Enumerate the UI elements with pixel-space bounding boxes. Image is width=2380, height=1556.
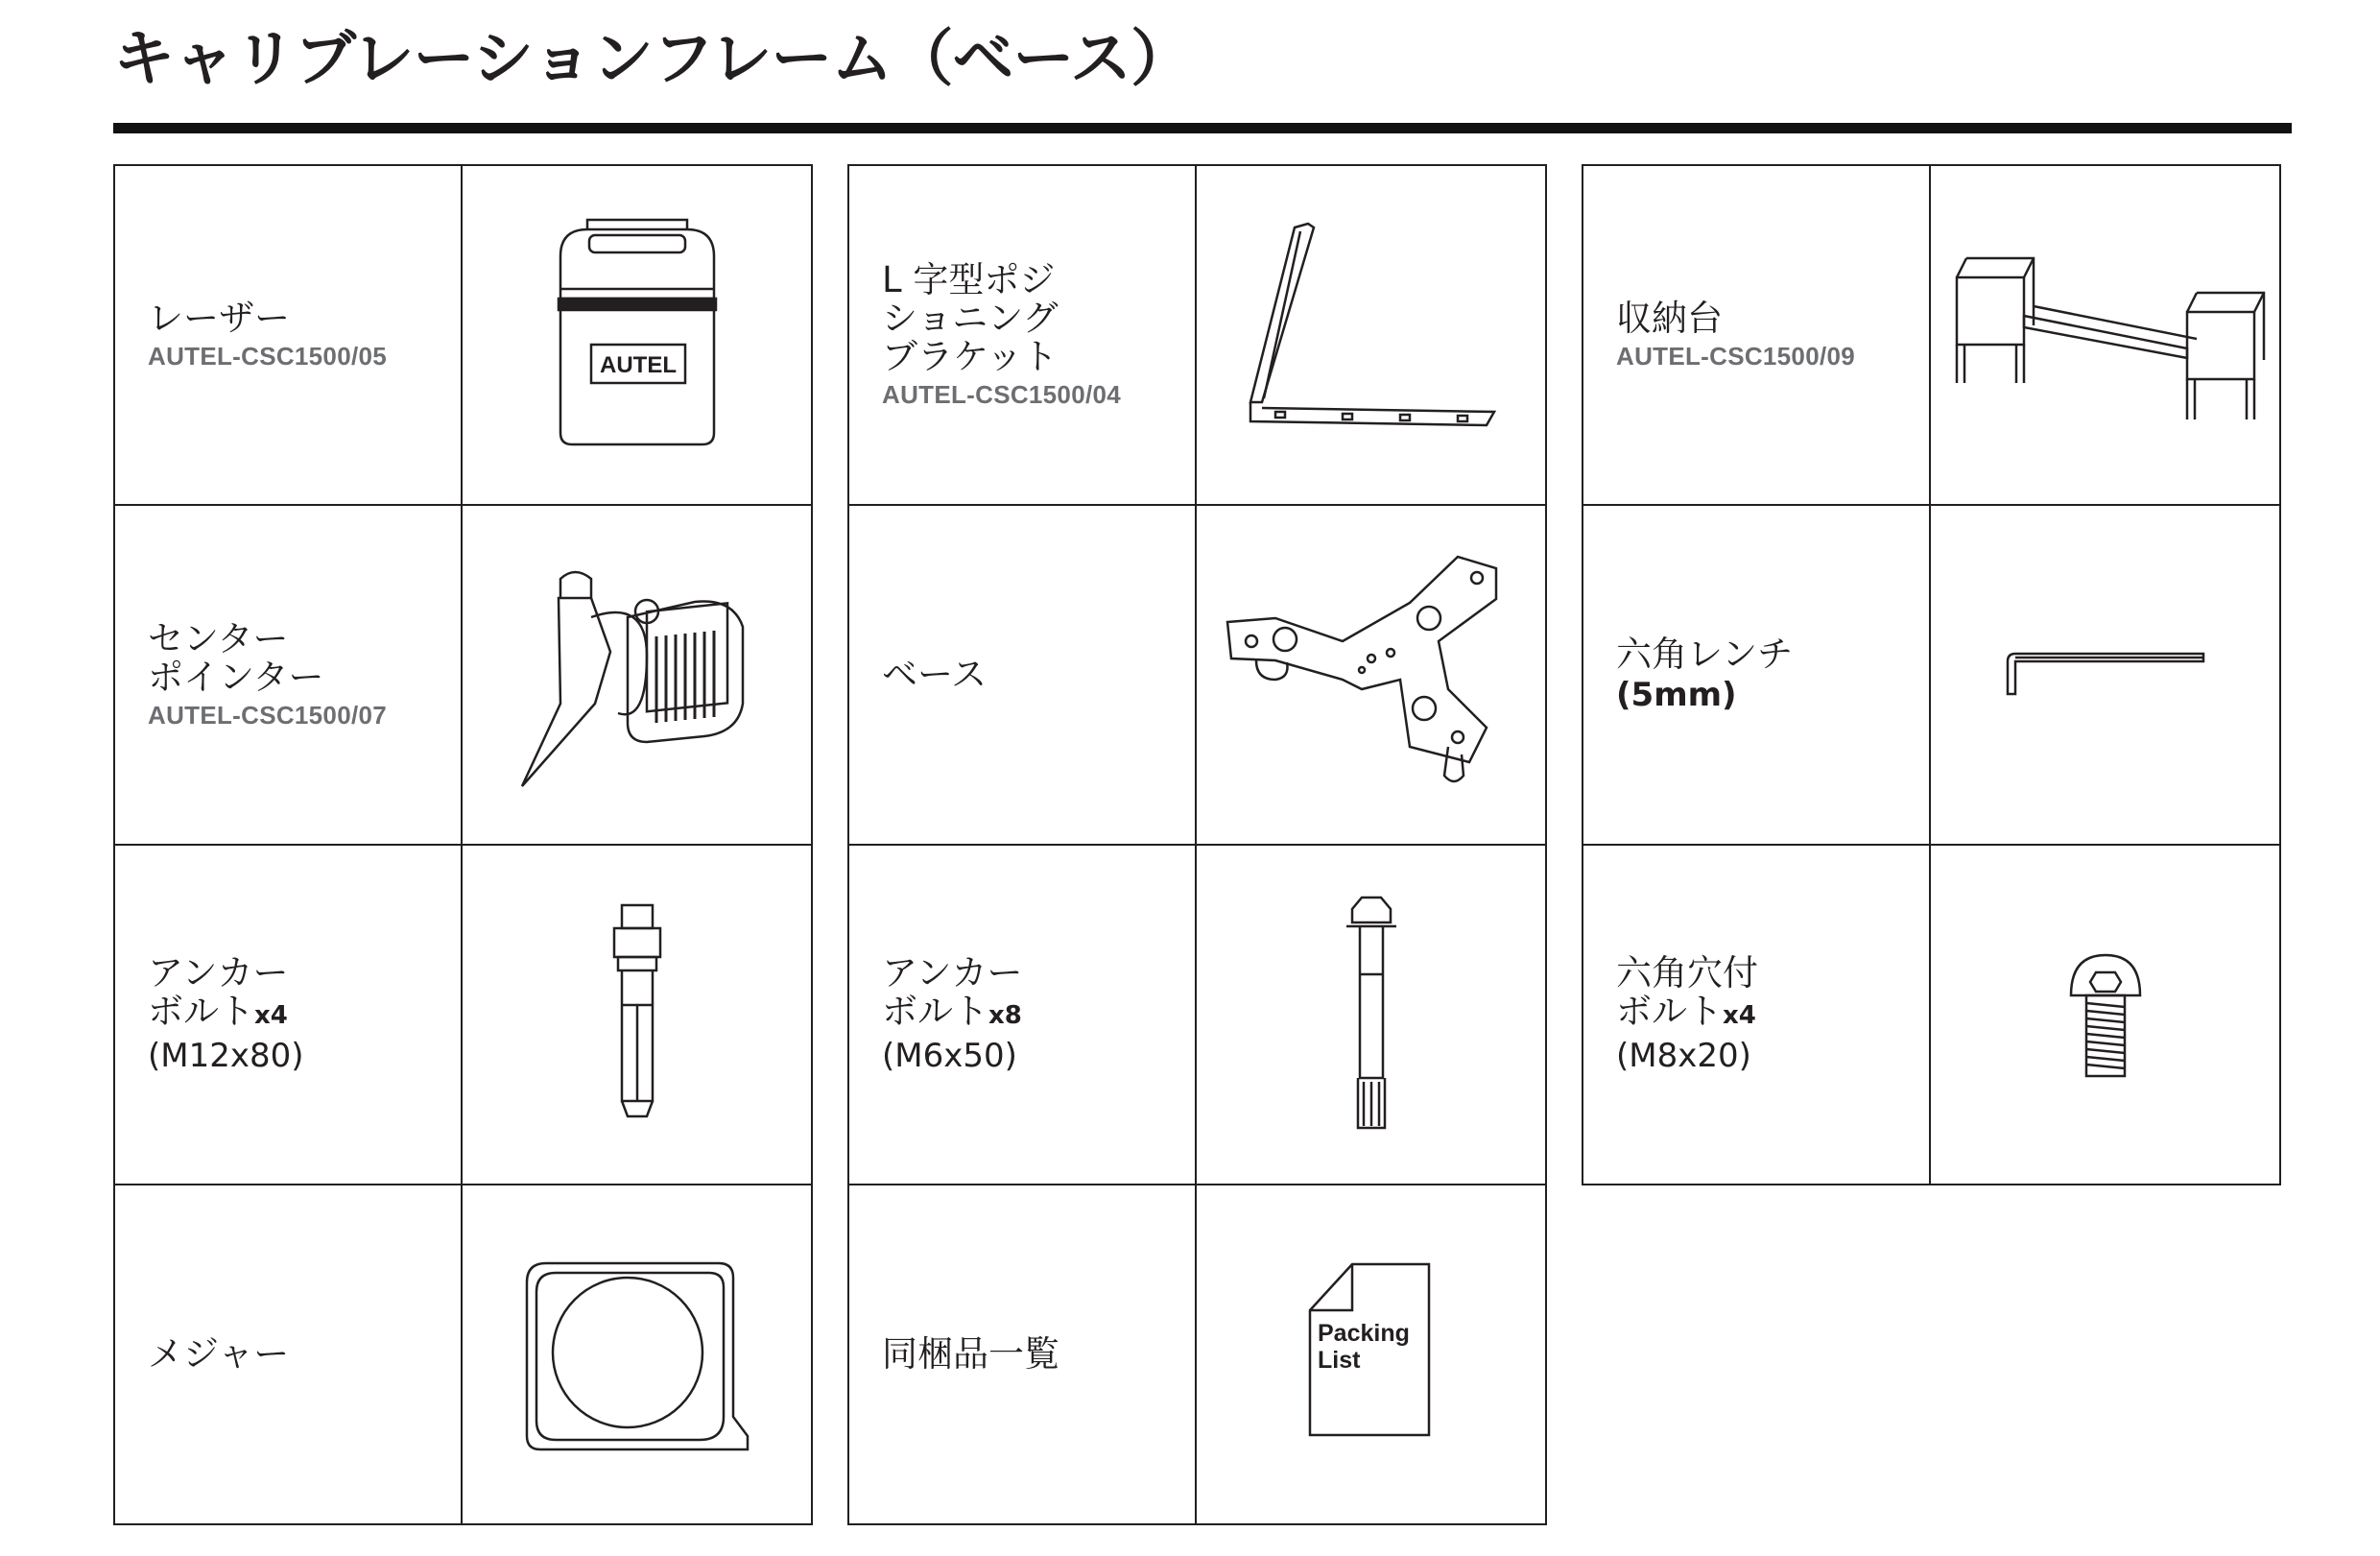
- part-code: AUTEL-CSC1500/09: [1616, 341, 1855, 371]
- part-spec: (M6x50): [882, 1037, 1017, 1075]
- part-row-anchor-bolt-m6: [848, 845, 1546, 1185]
- part-name: アンカー ボルト: [882, 952, 1023, 1032]
- part-name: メジャー: [148, 1333, 290, 1375]
- part-name: レーザー: [148, 297, 290, 339]
- part-row-packing-list: [848, 1185, 1546, 1524]
- part-quantity: x8: [988, 1001, 1022, 1030]
- tape-measure-icon: [517, 1244, 757, 1465]
- packing-list-icon: [1304, 1258, 1439, 1450]
- page-title: キャリブレーションフレーム（ベース）: [113, 24, 1192, 95]
- part-spec: (M8x20): [1616, 1037, 1751, 1075]
- part-name: 同梱品一覧: [882, 1333, 1059, 1375]
- hex-socket-bolt-icon: [2058, 947, 2154, 1082]
- parts-table-3: [1582, 164, 2281, 1185]
- part-name: L 字型ポジ ショニング ブラケット: [882, 258, 1059, 377]
- part-name: ベース: [882, 654, 988, 695]
- anchor-bolt-m12-icon: [580, 899, 695, 1130]
- center-pointer-icon: [503, 560, 772, 790]
- part-row-l-bracket: [848, 165, 1546, 505]
- part-code: AUTEL-CSC1500/07: [148, 700, 387, 730]
- part-code: AUTEL-CSC1500/05: [148, 341, 387, 371]
- parts-table-1: [113, 164, 813, 1525]
- autel-logo: AUTEL: [599, 352, 677, 378]
- part-row-base: [848, 505, 1546, 845]
- parts-group-1: [113, 164, 813, 1525]
- part-name: アンカー ボルト: [148, 952, 289, 1032]
- part-name: 収納台: [1616, 297, 1723, 339]
- part-row-storage-stand: [1583, 165, 2280, 505]
- parts-group-2: [847, 164, 1547, 1525]
- packing-list-label: Packing List: [1317, 1320, 1410, 1374]
- part-row-tape-measure: [114, 1185, 812, 1524]
- base-icon: [1218, 545, 1525, 804]
- anchor-bolt-m6-icon: [1323, 890, 1419, 1139]
- part-row-hex-wrench: [1583, 505, 2280, 845]
- hex-wrench-icon: [2000, 646, 2211, 704]
- parts-table-2: [847, 164, 1547, 1525]
- parts-group-3: [1582, 164, 2281, 1185]
- part-quantity: x4: [254, 1001, 288, 1030]
- storage-stand-icon: [1938, 239, 2273, 431]
- part-code: AUTEL-CSC1500/04: [882, 379, 1121, 409]
- part-spec: (5mm): [1616, 676, 1737, 714]
- title-rule: [113, 123, 2292, 133]
- part-quantity: x4: [1723, 1001, 1756, 1030]
- part-row-anchor-bolt-m12: [114, 845, 812, 1185]
- part-name: 六角穴付 ボルト: [1616, 952, 1758, 1032]
- part-name: 六角レンチ: [1616, 634, 1794, 675]
- part-row-laser: [114, 165, 812, 505]
- l-bracket-icon: [1237, 220, 1506, 450]
- part-name: センター ポインター: [148, 617, 324, 698]
- part-row-hex-socket-bolt: [1583, 845, 2280, 1185]
- part-row-center-pointer: [114, 505, 812, 845]
- laser-icon: [522, 210, 752, 460]
- part-spec: (M12x80): [148, 1037, 304, 1075]
